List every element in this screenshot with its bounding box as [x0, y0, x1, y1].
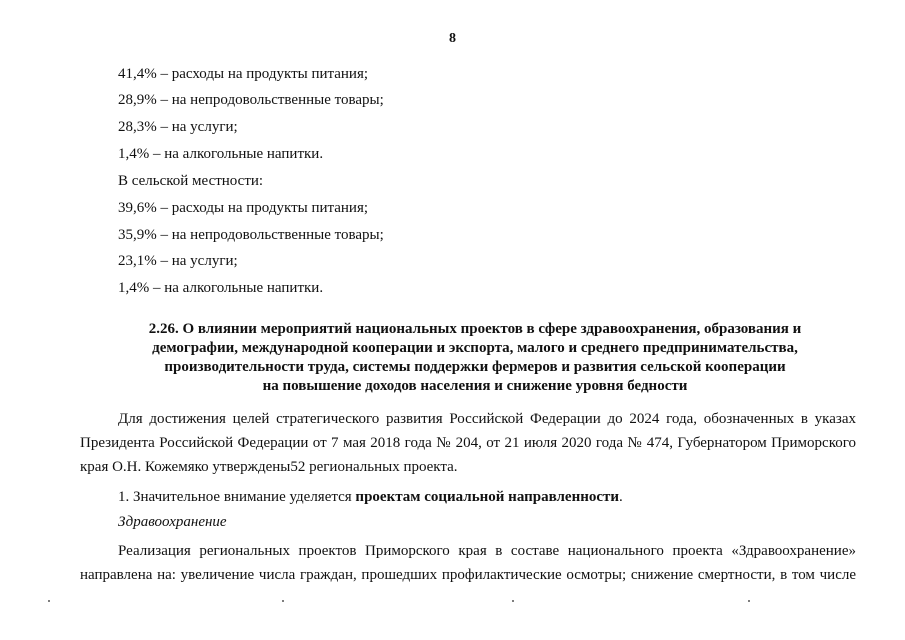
paragraph-strategic-goals	[80, 407, 856, 479]
rural-item-food: 39,6% – расходы на продукты питания;	[118, 200, 369, 216]
paragraph-line: направлена на: увеличение числа граждан, прошедших профилактические осмотры; снижение смертности, в том числе	[80, 567, 856, 583]
section-heading-line: производительности труда, системы поддержки фермеров и развития сельской кооперации	[164, 359, 786, 375]
urban-item-nonfood: 28,9% – на непродовольственные товары;	[118, 92, 384, 108]
paragraph-healthcare	[80, 539, 856, 587]
rural-item-services: 23,1% – на услуги;	[118, 253, 238, 269]
scan-speck	[282, 600, 284, 602]
page-number: 8	[449, 31, 456, 46]
urban-item-alcohol: 1,4% – на алкогольные напитки.	[118, 146, 324, 162]
scan-speck	[748, 600, 750, 602]
paragraph-line: края О.Н. Кожемяко утверждены52 региональных проекта.	[80, 459, 458, 475]
scan-speck	[48, 600, 50, 602]
paragraph-social-projects	[80, 485, 856, 509]
paragraph-line: Президента Российской Федерации от 7 мая 2018 года № 204, от 21 июля 2020 года № 474, Губернатором Приморского	[80, 435, 856, 451]
rural-item-nonfood: 35,9% – на непродовольственные товары;	[118, 227, 384, 243]
scan-speck	[512, 600, 514, 602]
paragraph-line	[80, 485, 856, 509]
urban-item-services: 28,3% – на услуги;	[118, 119, 238, 135]
paragraph-line: Реализация региональных проектов Приморского края в составе национального проекта «Здравоохранение»	[118, 543, 856, 559]
section-heading-line: на повышение доходов населения и снижение уровня бедности	[262, 378, 688, 394]
subsection-label-healthcare: Здравоохранение	[118, 514, 227, 530]
rural-item-alcohol: 1,4% – на алкогольные напитки.	[118, 280, 324, 296]
section-heading-line: демографии, международной кооперации и экспорта, малого и среднего предпринимательства,	[152, 340, 798, 356]
social-projects-prefix: 1. Значительное внимание уделяется	[118, 489, 356, 505]
social-projects-suffix: .	[619, 489, 623, 505]
paragraph-line: Для достижения целей стратегического развития Российской Федерации до 2024 года, обозначенных в указах	[118, 411, 856, 427]
urban-item-food: 41,4% – расходы на продукты питания;	[118, 66, 369, 82]
section-heading	[80, 320, 870, 396]
rural-label: В сельской местности:	[118, 173, 264, 189]
social-projects-emphasis: проектам социальной направленности	[355, 489, 620, 505]
section-heading-line: 2.26. О влиянии мероприятий национальных проектов в сфере здравоохранения, образования и	[148, 321, 802, 337]
